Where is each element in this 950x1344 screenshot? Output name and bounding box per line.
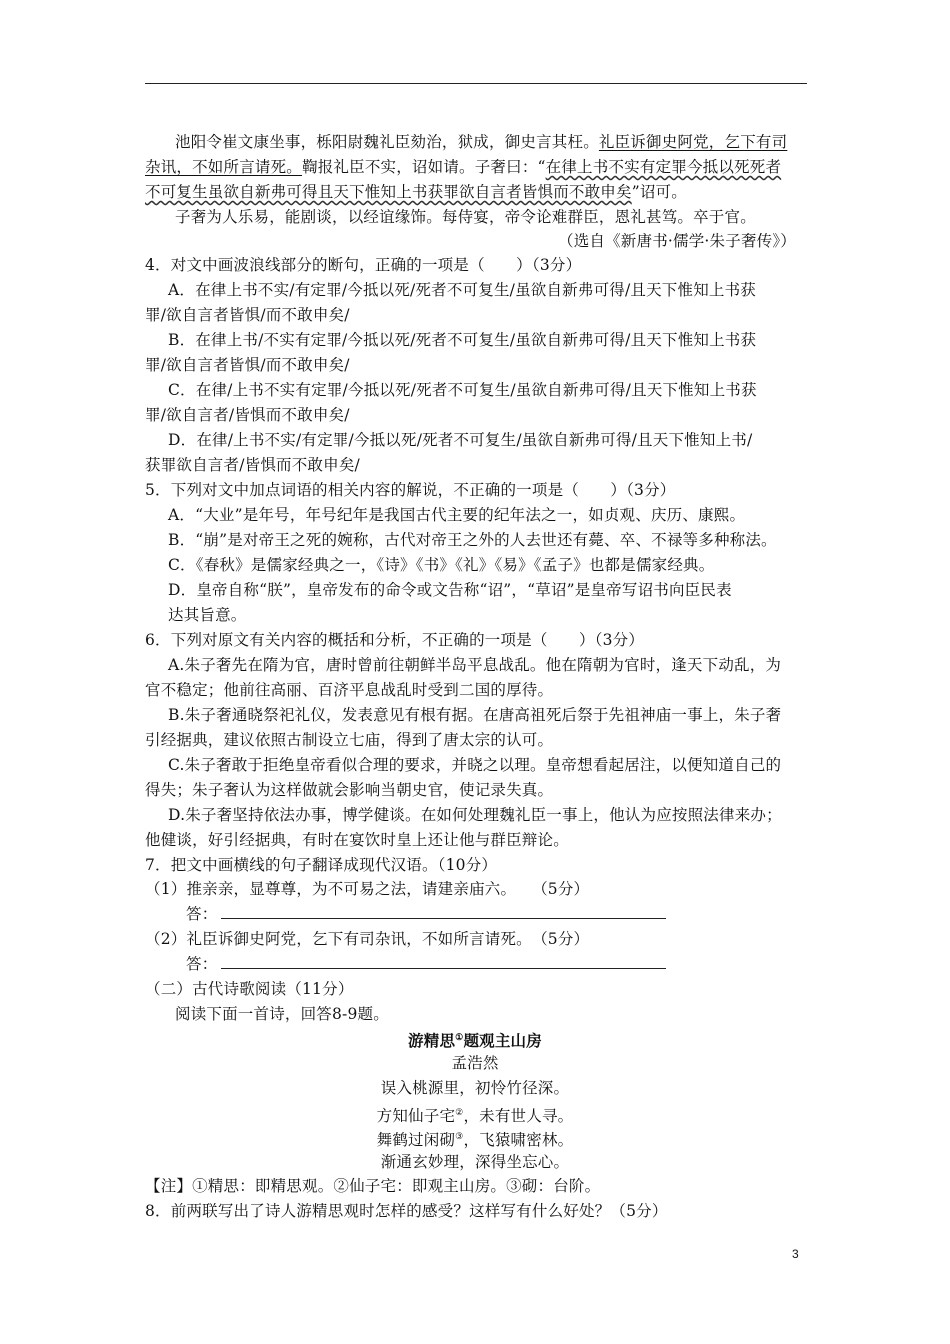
text-span: 官不稳定；他前往高丽、百济平息战乱时受到二国的厚待。 [145,681,554,699]
poem-text: ，飞猿啸密林。 [463,1131,574,1150]
text-span: 得失；朱子奢认为这样做就会影响当朝史官，使记录失真。 [145,781,554,799]
text-line-q6d2 [145,828,569,852]
text-line-q7a2 [186,952,666,976]
text-line-q6b2 [145,728,553,752]
text-line-sec2 [145,977,354,1001]
underlined-text: 杂讯，不如所言请死。 [145,158,303,176]
poem-text: 方知仙子宅 [376,1106,456,1125]
text-line-q4b2 [145,353,350,377]
poem-line [0,1150,950,1174]
text-span: C．《春秋》是儒家经典之一，《诗》《书》《礼》《易》《孟子》也都是儒家经典。 [168,556,715,574]
text-span: 7．把文中画横线的句子翻译成现代汉语。（10分） [145,856,498,874]
text-line-q6c1 [168,753,781,777]
text-span: A．“大业”是年号，年号纪年是我国古代主要的纪年法之一，如贞观、庆历、康熙。 [168,506,746,524]
page-number: 3 [792,1247,799,1261]
text-span: 4．对文中画波浪线部分的断句，正确的一项是（ ）（3分） [145,256,582,274]
poem-text: 舞鹤过闲砌 [376,1131,456,1150]
text-line-src [558,229,796,253]
text-line-q4c1 [168,378,757,402]
wavy-underlined-text: 不可复生虽欲自新弗可得且天下惟知上书获罪欲自言者皆惧而不敢申矣 [145,183,632,201]
text-span: 他健谈，好引经据典，有时在宴饮时皇上还让他与群臣辩论。 [145,831,569,849]
text-span: （1）推亲亲，显尊尊，为不可易之法，请建亲庙六。 （5分） [145,880,590,898]
text-line-q6a2 [145,678,553,702]
text-line-q4b1 [168,328,756,352]
text-span: 子奢为人乐易，能剧谈，以经谊缘饰。每侍宴，帝令论难群臣，恩礼甚笃。卒于官。 [175,208,756,226]
text-span: 答： [186,955,218,973]
text-line-q5d2 [168,603,247,627]
text-line-q5d1 [168,578,732,602]
poem-line [0,1076,950,1100]
text-span: 阅读下面一首诗，回答8-9题。 [175,1005,389,1023]
text-line-p2 [175,205,756,229]
poem-text: 误入桃源里，初怜竹径深。 [380,1079,570,1097]
text-line-intro [175,1002,389,1026]
text-span: D．皇帝自称“朕”，皇帝发布的命令或文告称“诏”，“草诏”是皇帝写诏书向臣民表 [168,581,732,599]
text-line-q8 [145,1199,668,1223]
text-line-q5c [168,553,714,577]
poem-line [0,1101,950,1128]
text-line-q6c2 [145,778,553,802]
footnote-marker: ③ [455,1132,464,1142]
text-span: 6．下列对原文有关内容的概括和分析，不正确的一项是（ ）（3分） [145,631,645,649]
text-span: D．在律/上书不实/有定罪/今抵以死/死者不可复生/虽欲自新弗可得/且天下惟知上书/ [168,431,753,449]
text-span: 答： [186,905,218,923]
text-line-q4d2 [145,453,360,477]
text-line-q4 [145,253,581,277]
text-line-q6d1 [168,803,782,827]
text-line-q6 [145,628,644,652]
text-span: B．在律上书/不实有定罪/今抵以死/死者不可复生/虽欲自新弗可得/且天下惟知上书获 [168,331,757,349]
text-span: 池阳令崔文康坐事，栎阳尉魏礼臣劾治，狱成，御史言其枉。 [175,133,599,151]
text-line-q7 [145,853,497,877]
text-line-q7a1 [186,902,666,926]
text-line-q5 [145,478,675,502]
text-line-q4c2 [145,403,350,427]
text-span: D.朱子奢坚持依法办事，博学健谈。在如何处理魏礼臣一事上，他认为应按照法律来办； [168,806,782,824]
poem-author: 孟浩然 [451,1054,499,1072]
poem-note: 【注】①精思：即精思观。②仙子宅：即观主山房。③砌：台阶。 [145,1177,601,1195]
text-span: B．“崩”是对帝王之死的婉称，古代对帝王之外的人去世还有薨、卒、不禄等多种称法。 [168,531,777,549]
answer-blank[interactable] [221,904,666,919]
text-span: 罪/欲自言者皆惧/而不敢申矣/ [145,306,350,324]
text-line-q5a [168,503,745,527]
text-span: （二）古代诗歌阅读（11分） [145,980,354,998]
text-line-p1b [145,155,781,179]
text-line-q6b1 [168,703,781,727]
poem-text: 渐通玄妙理，深得坐忘心。 [380,1152,570,1171]
text-line-q5b [168,528,777,552]
text-line-p1c [145,180,687,204]
text-span: C．在律/上书不实有定罪/今抵以死/死者不可复生/虽欲自新弗可得/且天下惟知上书获 [168,381,757,399]
text-span: 罪/欲自言者皆惧/而不敢申矣/ [145,356,350,374]
wavy-underlined-text: 在律上书不实有定罪今抵以死死者 [545,158,782,176]
text-line-p1a [175,130,787,154]
text-line-q4d1 [168,428,752,452]
text-line-q4a1 [168,278,756,302]
text-span: 获罪欲自言者/皆惧而不敢申矣/ [145,456,360,474]
footnote-marker: ② [455,1107,464,1118]
text-span: ”诏可。 [631,183,687,201]
answer-blank[interactable] [221,954,666,969]
text-span: A．在律上书不实/有定罪/今抵以死/死者不可复生/虽欲自新弗可得/且天下惟知上书获 [168,281,757,299]
text-line-q7s2 [145,927,589,951]
poem-title: 游精思①题观主山房 [408,1031,542,1051]
text-span: B.朱子奢通晓祭祀礼仪，发表意见有根有据。在唐高祖死后祭于先祖神庙一事上，朱子奢 [168,706,782,724]
text-line-q7s1 [145,877,589,901]
text-span: 8．前两联写出了诗人游精思观时怎样的感受？这样写有什么好处？（5分） [145,1202,668,1220]
text-line-q4a2 [145,303,350,327]
text-span: （2）礼臣诉御史阿党，乞下有司杂讯，不如所言请死。 （5分） [145,930,590,948]
text-span: C.朱子奢敢于拒绝皇帝看似合理的要求，并晓之以理。皇帝想看起居注，以便知道自己的 [168,756,782,774]
text-span: 达其旨意。 [168,606,247,624]
underlined-text: 礼臣诉御史阿党，乞下有司 [598,133,788,151]
text-span: 罪/欲自言者/皆惧而不敢申矣/ [145,406,350,424]
text-span: 5．下列对文中加点词语的相关内容的解说，不正确的一项是（ ）（3分） [145,481,676,499]
text-span: A.朱子奢先在隋为官，唐时曾前往朝鲜半岛平息战乱。他在隋朝为官时，逢天下动乱，为 [168,656,782,674]
text-line-q6a1 [168,653,781,677]
header-rule [145,83,807,84]
poem-text: ，未有世人寻。 [463,1106,574,1125]
text-span: 鞫报礼臣不实，诏如请。子奢曰：“ [302,158,546,176]
poem-line [0,1125,950,1152]
text-span: （选自《新唐书·儒学·朱子奢传》） [558,232,797,250]
text-span: 引经据典，建议依照古制设立七庙，得到了唐太宗的认可。 [145,731,554,749]
